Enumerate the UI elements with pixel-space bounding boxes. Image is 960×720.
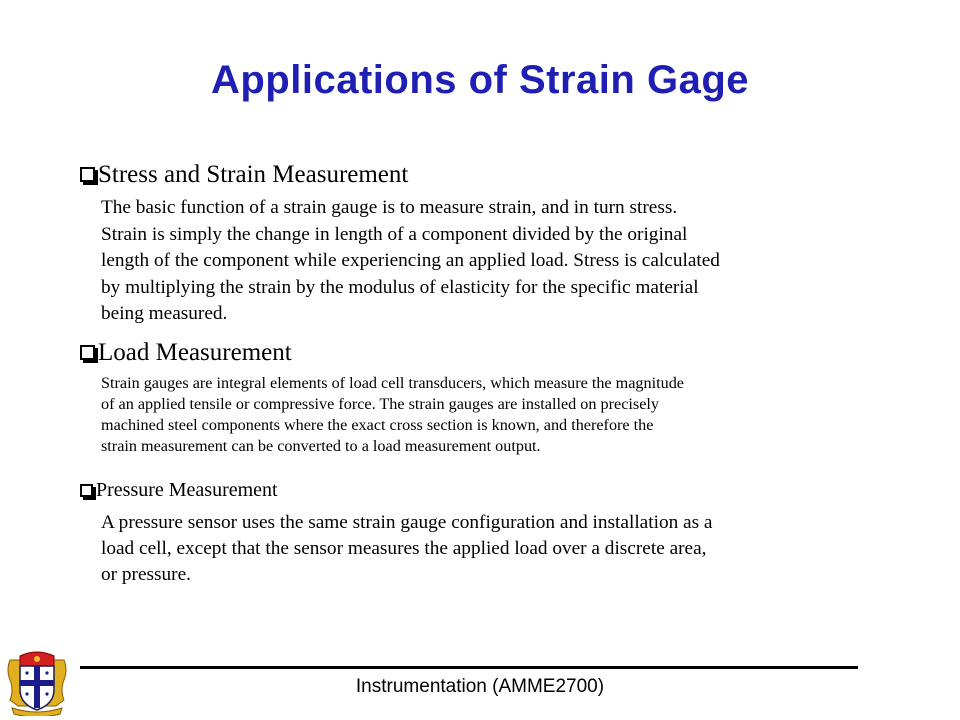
body-line: load cell, except that the sensor measures the applied load over a discrete area, [101,538,707,559]
section-stress-strain [80,162,880,328]
section-heading-text: Pressure Measurement [96,479,278,501]
square-bullet-icon [80,484,93,497]
body-line: A pressure sensor uses the same strain gauge configuration and installation as a [101,512,713,533]
section-heading-text: Stress and Strain Measurement [98,161,409,188]
body-line: Strain is simply the change in length of a component divided by the original [101,223,688,245]
section-heading [80,162,880,187]
section-load [80,340,880,457]
section-heading [80,340,880,365]
body-line: Strain gauges are integral elements of load cell transducers, which measure the magnitude [101,374,684,392]
body-line: machined steel components where the exact cross section is known, and therefore the [101,416,654,434]
body-line: of an applied tensile or compressive force. The strain gauges are installed on precisely [101,395,659,413]
body-line: or pressure. [101,564,191,585]
square-bullet-icon [80,345,95,360]
section-heading [80,480,880,500]
body-line: strain measurement can be converted to a load measurement output. [101,437,541,455]
body-line: The basic function of a strain gauge is to measure strain, and in turn stress. [101,197,678,218]
slide-title: Applications of Strain Gage [210,58,749,102]
body-line: length of the component while experiencing an applied load. Stress is calculated [101,250,720,271]
section-body [101,373,880,457]
section-body [101,195,880,328]
section-heading-text: Load Measurement [98,339,292,366]
body-line: by multiplying the strain by the modulus of elasticity for the specific material [101,276,699,298]
footer-divider [80,666,858,669]
section-pressure [80,480,880,588]
body-line: being measured. [101,303,228,324]
section-body [101,510,880,588]
square-bullet-icon [80,167,95,182]
footer-course-label: Instrumentation (AMME2700) [355,676,605,697]
